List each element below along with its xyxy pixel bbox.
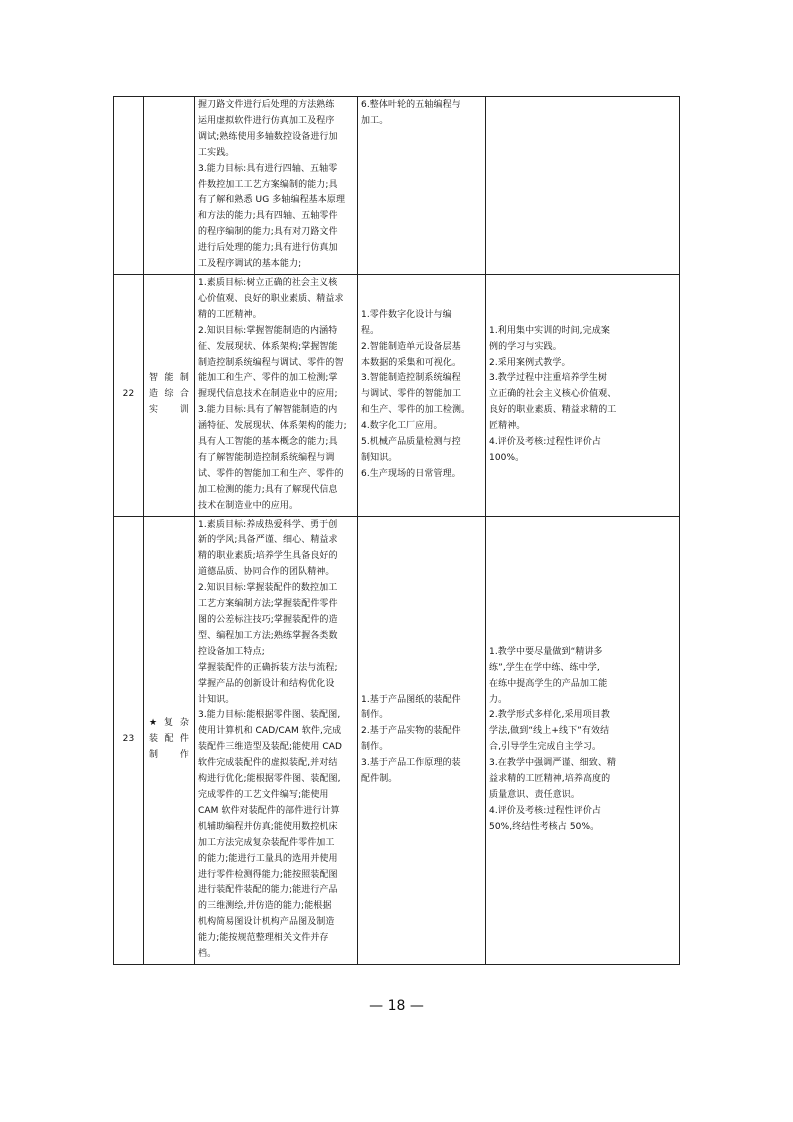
cell-text-line: 控设备加工特点; — [198, 646, 265, 657]
cell-text-line: 进行装配件装配的能力;能进行产品 — [198, 885, 338, 896]
cell-text-line: 机辅助编程并仿真;能使用数控机床 — [198, 821, 338, 832]
cell-text-line: 1.利用集中实训的时间,完成案 — [489, 325, 610, 336]
cell-text-line: 工及程序调试的基本能力; — [198, 259, 302, 270]
cell-text-line: 的程序编制的能力;具有对刀路文件 — [198, 227, 338, 238]
cell-text-line: 制造控制系统编程与调试、零件的智 — [198, 357, 344, 368]
cell-text-line: 制知识。 — [361, 452, 398, 463]
cell-text-line: 件数控加工工艺方案编制的能力;具 — [198, 179, 338, 190]
cell-text-line: 掌握装配件的正确拆装方法与流程; — [198, 662, 338, 673]
cell-text-line: 装配件 — [149, 734, 189, 745]
cell-text-line: 型、编程加工方法;熟练掌握各类数 — [198, 630, 338, 641]
cell-text-line: 4.数字化工厂应用。 — [361, 421, 443, 432]
cell-text-line: 进行后处理的能力;具有进行仿真加 — [198, 243, 338, 254]
cell-text-line: 益求精的工匠精神,培养高度的 — [489, 774, 611, 785]
requirements-cell — [486, 97, 680, 275]
cell-text-line: 2.教学形式多样化,采用项目教 — [489, 710, 610, 721]
cell-text-line: 有了解和熟悉 UG 多轴编程基本原理 — [198, 195, 346, 206]
table-row — [114, 516, 680, 964]
cell-text-line: 进行零件检测得能力;能按照装配图 — [198, 869, 338, 880]
table-row — [114, 97, 680, 275]
cell-text-line: 程。 — [361, 325, 380, 336]
cell-text-line: 能加工和生产、零件的加工检测;掌 — [198, 373, 338, 384]
cell-text-line: 3.能力目标:具有了解智能制造的内 — [198, 405, 338, 416]
objectives-cell — [195, 274, 358, 516]
cell-text-line: 加工。 — [361, 115, 389, 126]
content-cell — [358, 516, 486, 964]
cell-text-line: 2.智能制造单元设备层基 — [361, 341, 461, 352]
page-number: — 18 — — [369, 998, 424, 1014]
cell-text-line: 立正确的社会主义核心价值观、 — [489, 389, 617, 400]
cell-text-line: 软件完成装配件的虚拟装配,并对结 — [198, 758, 338, 769]
cell-text-line: 涵特征、发展现状、体系架构的能力; — [198, 421, 347, 432]
objectives-cell — [195, 97, 358, 275]
cell-text-line: 试、零件的智能加工和生产、零件的 — [198, 468, 344, 479]
cell-text-line: 力。 — [489, 694, 508, 705]
cell-text-line: 完成零件的工艺文件编写;能使用 — [198, 789, 329, 800]
cell-text-line: 例的学习与实践。 — [489, 341, 562, 352]
course-number-cell: 23 — [114, 516, 144, 964]
course-name-cell — [144, 274, 195, 516]
cell-text-line: 使用计算机和 CAD/CAM 软件,完成 — [198, 726, 342, 737]
cell-text-line: 质量意识、责任意识。 — [489, 789, 581, 800]
cell-text-line: 构进行优化;能根据零件图、装配图, — [198, 774, 341, 785]
cell-text-line: 3.基于产品工作原理的装 — [361, 758, 461, 769]
cell-text-line: 运用虚拟软件进行仿真加工及程序 — [198, 115, 335, 126]
course-number-cell — [114, 97, 144, 275]
cell-text-line: 3.能力目标:具有进行四轴、五轴零 — [198, 163, 338, 174]
cell-text-line: 机构简易图设计机构产品图及制造 — [198, 917, 335, 928]
cell-text-line: 本数据的采集和可视化。 — [361, 357, 462, 368]
cell-text-line: 调试;熟练使用多轴数控设备进行加 — [198, 131, 338, 142]
cell-text-line: 100%。 — [489, 452, 525, 463]
cell-text-line: 3.能力目标:能根据零件图、装配图, — [198, 710, 341, 721]
cell-text-line: 实训 — [149, 405, 189, 416]
cell-text-line: 1.零件数字化设计与编 — [361, 309, 452, 320]
course-number-cell: 22 — [114, 274, 144, 516]
cell-text-line: 加工检测的能力;具有了解现代信息 — [198, 484, 338, 495]
cell-text-line: 制作 — [149, 750, 189, 761]
cell-text-line: 4.评价及考核:过程性评价占 — [489, 805, 602, 816]
cell-text-line: 2.知识目标:掌握智能制造的内涵特 — [198, 325, 338, 336]
requirements-cell — [486, 274, 680, 516]
content-cell — [358, 274, 486, 516]
cell-text-line: 50%,终结性考核占 50%。 — [489, 821, 600, 832]
curriculum-table — [113, 96, 680, 965]
cell-text-line: 2.知识目标:掌握装配件的数控加工 — [198, 583, 338, 594]
cell-text-line: 合,引导学生完成自主学习。 — [489, 742, 602, 753]
cell-text-line: ★复杂 — [149, 718, 189, 729]
cell-text-line: 3.教学过程中注重培养学生树 — [489, 373, 607, 384]
cell-text-line: 工实践。 — [198, 147, 235, 158]
cell-text-line: 3.在教学中强调严谨、细致、精 — [489, 758, 617, 769]
cell-text-line: 握刀路文件进行后处理的方法熟练 — [198, 100, 335, 110]
cell-text-line: 在练中提高学生的产品加工能 — [489, 678, 608, 689]
cell-text-line: 精的工匠精神。 — [198, 309, 262, 320]
requirements-cell — [486, 516, 680, 964]
cell-text-line: 征、发展现状、体系架构;掌握智能 — [198, 341, 338, 352]
cell-text-line: 1.素质目标:养成热爱科学、勇于创 — [198, 519, 338, 530]
cell-text-line: 6.生产现场的日常管理。 — [361, 468, 461, 479]
cell-text-line: 心价值观、良好的职业素质、精益求 — [198, 293, 344, 304]
cell-text-line: 道德品质、协同合作的团队精神。 — [198, 567, 335, 578]
cell-text-line: 具有人工智能的基本概念的能力;具 — [198, 437, 338, 448]
cell-text-line: 图的公差标注技巧;掌握装配件的造 — [198, 615, 338, 625]
cell-text-line: 智能制 — [149, 373, 189, 384]
cell-text-line: 1.素质目标:树立正确的社会主义核 — [198, 277, 338, 288]
course-name-cell — [144, 516, 195, 964]
cell-text-line: 5.机械产品质量检测与控 — [361, 437, 461, 448]
course-name-cell — [144, 97, 195, 275]
cell-text-line: 6.整体叶轮的五轴编程与 — [361, 100, 461, 110]
cell-text-line: 档。 — [198, 949, 217, 960]
cell-text-line: 练”,学生在学中练、练中学, — [489, 662, 600, 673]
cell-text-line: 2.采用案例式教学。 — [489, 357, 571, 368]
cell-text-line: 匠精神。 — [489, 421, 526, 432]
cell-text-line: 与调试、零件的智能加工 — [361, 389, 462, 400]
cell-text-line: 和生产、零件的加工检测。 — [361, 405, 471, 416]
cell-text-line: 配件制。 — [361, 774, 398, 785]
table-body — [114, 97, 680, 965]
cell-text-line: 工艺方案编制方法;掌握装配件零件 — [198, 599, 338, 610]
cell-text-line: 造综合 — [149, 389, 189, 400]
cell-text-line: 的三维测绘,并仿造的能力;能根据 — [198, 901, 332, 912]
cell-text-line: 2.基于产品实物的装配件 — [361, 726, 461, 737]
cell-text-line: 装配件三维造型及装配;能使用 CAD — [198, 742, 343, 753]
cell-text-line: 学法,做到“线上+线下”有效结 — [489, 726, 610, 737]
cell-text-line: 的能力;能进行工量具的选用并使用 — [198, 853, 338, 864]
cell-text-line: 加工方法完成复杂装配件零件加工 — [198, 837, 335, 848]
cell-text-line: 制作。 — [361, 710, 389, 721]
cell-text-line: 1.基于产品图纸的装配件 — [361, 694, 461, 705]
cell-text-line: 能力;能按规范整理相关文件并存 — [198, 933, 329, 944]
cell-text-line: CAM 软件对装配件的部件进行计算 — [198, 805, 340, 816]
cell-text-line: 3.智能制造控制系统编程 — [361, 373, 461, 384]
cell-text-line: 和方法的能力;具有四轴、五轴零件 — [198, 211, 338, 222]
table-row — [114, 274, 680, 516]
cell-text-line: 4.评价及考核:过程性评价占 — [489, 437, 602, 448]
cell-text-line: 掌握产品的创新设计和结构优化设 — [198, 678, 335, 689]
cell-text-line: 新的学风;具备严谨、细心、精益求 — [198, 535, 338, 546]
cell-text-line: 计知识。 — [198, 694, 235, 705]
content-cell — [358, 97, 486, 275]
cell-text-line: 良好的职业素质、精益求精的工 — [489, 405, 617, 416]
cell-text-line: 精的职业素质;培养学生具备良好的 — [198, 551, 338, 562]
cell-text-line: 制作。 — [361, 742, 389, 753]
cell-text-line: 技术在制造业中的应用。 — [198, 500, 299, 511]
objectives-cell — [195, 516, 358, 964]
cell-text-line: 1.教学中要尽量做到“精讲多 — [489, 646, 603, 657]
cell-text-line: 握现代信息技术在制造业中的应用; — [198, 389, 338, 400]
cell-text-line: 有了解智能制造控制系统编程与调 — [198, 452, 335, 463]
